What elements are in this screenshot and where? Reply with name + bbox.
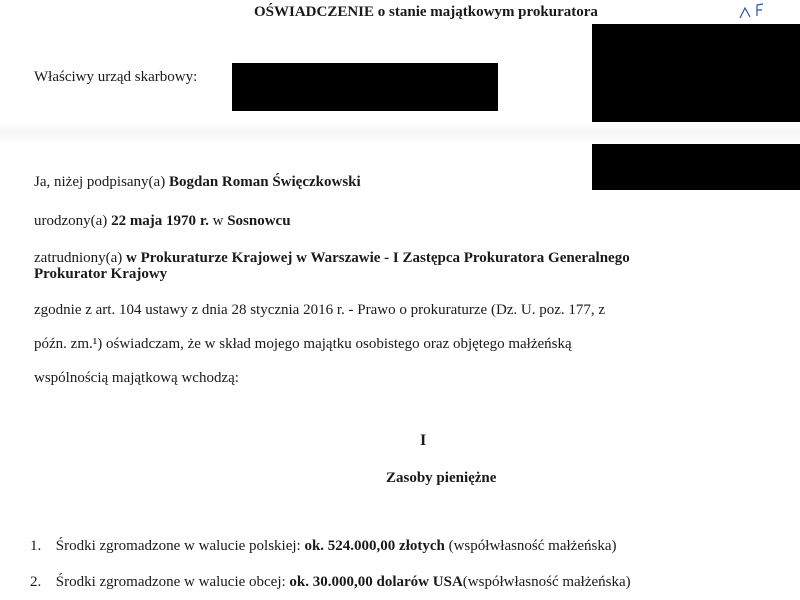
- tax-office-redaction: [232, 63, 498, 111]
- redaction-block: [592, 24, 800, 190]
- legal-basis-line-2: [34, 336, 770, 353]
- employment-line: [34, 250, 630, 267]
- employment-position: Prokurator Krajowy: [34, 266, 168, 282]
- item-amount: ok. 30.000,00 dolarów USA: [289, 574, 463, 590]
- employment-institution: w Prokuraturze Krajowej w Warszawie - I Zastępca Prokuratora Generalnego: [126, 250, 630, 266]
- birth-r: r.: [199, 213, 209, 229]
- declarant-prefix: Ja, niżej podpisany(a): [34, 174, 166, 190]
- document-title: OŚWIADCZENIE o stanie majątkowym prokuratora: [254, 4, 598, 20]
- list-item: [30, 538, 616, 555]
- pen-mark: [754, 2, 766, 18]
- item-text: Środki zgromadzone w walucie polskiej:: [55, 538, 301, 554]
- legal-basis-text: zgodnie z art. 104 ustawy z dnia 28 stycznia 2016 r. - Prawo o prokuraturze (Dz. U. poz. 177, z: [34, 302, 606, 318]
- birth-prefix: urodzony(a): [34, 213, 108, 229]
- legal-basis-line-3: wspólnością majątkową wchodzą:: [34, 370, 239, 386]
- birth-w: w: [212, 213, 224, 229]
- birth-date: 22 maja 1970: [111, 213, 197, 229]
- pen-mark: [738, 6, 752, 20]
- section-number: I: [420, 432, 427, 449]
- item-text: Środki zgromadzone w walucie obcej:: [55, 574, 286, 590]
- section-title: Zasoby pieniężne: [386, 470, 497, 486]
- item-note: (współwłasność małżeńska): [448, 538, 617, 554]
- item-note: (współwłasność małżeńska): [462, 574, 631, 590]
- list-item: [30, 574, 631, 591]
- item-number: 1.: [30, 538, 42, 554]
- birth-line: [34, 213, 291, 230]
- declarant-line: [34, 174, 361, 191]
- legal-basis-text: późn. zm.¹) oświadczam, że w skład mojego majątku osobistego oraz objętego małżeńską: [34, 336, 572, 352]
- legal-basis-line-1: [34, 302, 770, 319]
- scan-artifact: [0, 122, 800, 144]
- employment-prefix: zatrudniony(a): [34, 250, 123, 266]
- item-amount: ok. 524.000,00 złotych: [304, 538, 445, 554]
- item-number: 2.: [30, 574, 42, 590]
- tax-office-label: Właściwy urząd skarbowy:: [34, 69, 198, 85]
- declarant-name: Bogdan Roman Święczkowski: [168, 174, 361, 190]
- birth-place: Sosnowcu: [227, 213, 291, 229]
